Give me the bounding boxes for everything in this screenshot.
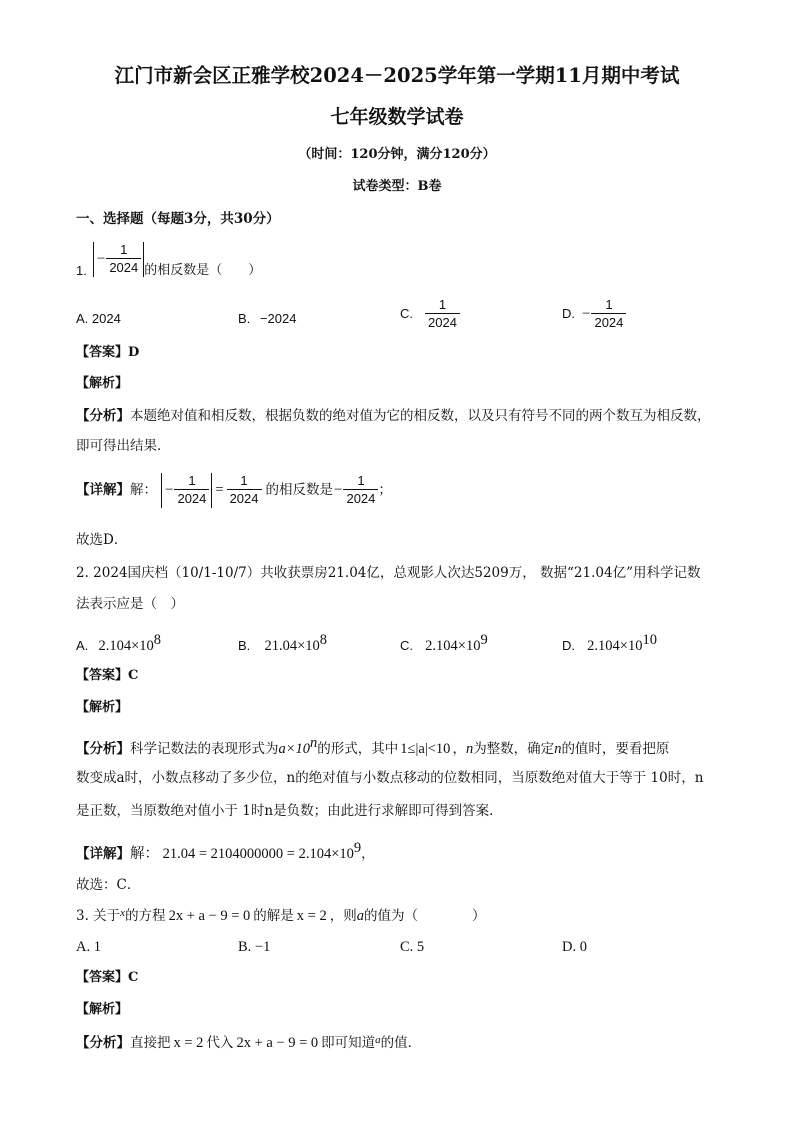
analysis-text: 代入 [206, 1035, 234, 1051]
question-2-stem-line-1: 2. 2024国庆档（10/1-10/7）共收获票房21.04亿，总观影人次达5209万， 数据“21.04亿”用科学记数 [76, 565, 701, 581]
question-3-stem [76, 907, 485, 925]
analysis-2-line-3: 是正数，当原数绝对值小于 1时n是负数；由此进行求解即可得到答案． [76, 803, 503, 819]
fraction [227, 473, 262, 508]
option-c: C. 5 [400, 939, 425, 955]
fraction-denominator: 2024 [343, 489, 378, 507]
exponent: 10 [642, 632, 657, 648]
analysis-label-1: 【解析】 [76, 376, 129, 391]
fraction-numerator: 1 [605, 297, 613, 312]
stem-text: 的相反数是（ ） [144, 262, 262, 278]
math-expression: 1≤|a|<10 [400, 741, 451, 757]
analysis-text: 的形式，其中 [317, 741, 399, 757]
exponent: 8 [153, 632, 161, 648]
abs-expression [161, 473, 212, 508]
exam-subtitle: 七年级数学试卷 [330, 106, 464, 128]
analysis-tag: 【分析】 [76, 741, 130, 757]
math-expression: 2x + a − 9 = 0 [236, 1035, 319, 1051]
stem-text: ，则 [329, 908, 357, 924]
fraction-numerator: 1 [240, 473, 248, 488]
math-variable: n [554, 741, 562, 757]
exponent: n [310, 735, 318, 751]
analysis-label-3: 【解析】 [76, 1002, 129, 1017]
analysis-2-line-2: 数变成a时，小数点移动了多少位，n的绝对值与小数点移动的位数相同，当原数绝对值大于等于 10时，n [76, 770, 704, 786]
abs-expression [93, 242, 144, 277]
option-b [238, 311, 296, 327]
analysis-text: 本题绝对值和相反数，根据负数的绝对值为它的相反数，以及只有符号不同的两个数互为相反数， [130, 408, 711, 424]
exponent: 9 [480, 632, 488, 648]
fraction-denominator: 2024 [591, 313, 626, 331]
analysis-text: 科学记数法的表现形式为 [130, 741, 279, 757]
fraction-denominator: 2024 [425, 313, 460, 331]
math-variable: x [120, 907, 126, 919]
analysis-2-line-1 [76, 735, 669, 758]
equals-sign: = [215, 481, 224, 498]
detail-2 [76, 840, 375, 863]
analysis-text: 的值． [380, 1035, 422, 1051]
analysis-text: 的值时，要看把原 [561, 741, 670, 757]
stem-text: 3. 关于 [76, 908, 121, 924]
math-expression: a×10 [278, 741, 311, 757]
option-value: 2.104×10 [98, 638, 154, 654]
analysis-3-line-1 [76, 1034, 421, 1052]
paper-type: 试卷类型：B卷 [352, 179, 442, 194]
math-expression: 2x + a − 9 = 0 [168, 908, 251, 924]
option-value: 2024 [91, 311, 121, 326]
option-c [400, 297, 460, 332]
analysis-text: 为整数，确定 [473, 741, 555, 757]
option-d: D. 0 [562, 939, 587, 955]
question-1-stem [76, 242, 261, 277]
fraction-denominator: 2024 [106, 258, 141, 276]
fraction-numerator: 1 [357, 473, 365, 488]
stem-text: 的值为（ ） [363, 908, 486, 924]
minus-sign: − [96, 251, 106, 268]
fraction [591, 297, 626, 332]
option-label: A. [76, 311, 89, 326]
exponent: 9 [353, 840, 362, 856]
detail-1 [76, 473, 392, 508]
option-label: D. [562, 638, 575, 653]
option-a: A. 1 [76, 939, 101, 955]
analysis-tag: 【分析】 [76, 408, 130, 424]
math-expression: x = 2 [173, 1035, 204, 1051]
fraction-numerator: 1 [438, 297, 447, 312]
analysis-1-line-2: 即可得出结果． [76, 438, 171, 454]
minus-sign: − [334, 482, 343, 499]
conclusion-2: 故选：C． [76, 877, 141, 893]
detail-end: ， [361, 846, 375, 862]
option-b: B. −1 [238, 939, 271, 955]
detail-tag: 【详解】 [76, 482, 130, 499]
fraction-numerator: 1 [188, 473, 196, 488]
option-label: A. [76, 638, 89, 653]
option-label: C. [400, 638, 413, 653]
option-a [76, 311, 121, 327]
detail-text: 的相反数是 [265, 482, 333, 499]
detail-tag: 【详解】 [76, 846, 130, 862]
option-d [562, 297, 626, 332]
analysis-label-2: 【解析】 [76, 700, 129, 715]
analysis-text: ， [452, 741, 466, 757]
math-variable: a [375, 1034, 381, 1046]
fraction-denominator: 2024 [174, 489, 209, 507]
answer-3: 【答案】C [76, 970, 139, 985]
time-info: （时间：120分钟，满分120分） [298, 147, 496, 162]
fraction-denominator: 2024 [227, 489, 262, 507]
option-label: B. [238, 638, 251, 653]
option-value: 2.104×10 [425, 638, 481, 654]
fraction [106, 242, 141, 277]
fraction [343, 473, 378, 508]
analysis-text: 直接把 [130, 1035, 171, 1051]
option-value: 21.04×10 [264, 638, 320, 654]
exam-title: 江门市新会区正雅学校2024－2025学年第一学期11月期中考试 [114, 64, 680, 87]
option-value: 2.104×10 [587, 638, 643, 654]
math-variable: a [356, 908, 364, 924]
option-a [76, 632, 161, 655]
exponent: 8 [319, 632, 327, 648]
answer-1: 【答案】D [76, 345, 140, 360]
option-c [400, 632, 488, 655]
analysis-tag: 【分析】 [76, 1035, 130, 1051]
option-value: −2024 [259, 311, 297, 326]
detail-prefix: 解： [130, 482, 157, 499]
analysis-text: 即可知道 [321, 1035, 376, 1051]
option-label: C. [400, 306, 413, 322]
detail-text: 解： 21.04 = 2104000000 = 2.104×10 [130, 846, 354, 862]
question-2-stem-line-2: 法表示应是（ ） [76, 596, 184, 612]
option-label: B. [238, 311, 251, 326]
detail-end: ； [378, 482, 392, 499]
math-expression: x = 2 [296, 908, 327, 924]
section-heading: 一、选择题（每题3分，共30分） [76, 211, 280, 227]
question-number: 1. [76, 262, 87, 278]
analysis-1-line-1 [76, 408, 711, 424]
option-b [238, 632, 327, 655]
stem-text: 的解是 [253, 908, 294, 924]
conclusion-1: 故选D． [76, 532, 128, 548]
math-variable: n [465, 741, 474, 757]
minus-sign: − [582, 306, 591, 323]
option-d [562, 632, 657, 655]
fraction [425, 297, 460, 332]
answer-2: 【答案】C [76, 668, 139, 683]
option-label: D. [562, 306, 575, 322]
minus-sign: − [165, 482, 174, 499]
fraction [174, 473, 209, 508]
fraction-numerator: 1 [120, 242, 128, 257]
stem-text: 的方程 [125, 908, 166, 924]
